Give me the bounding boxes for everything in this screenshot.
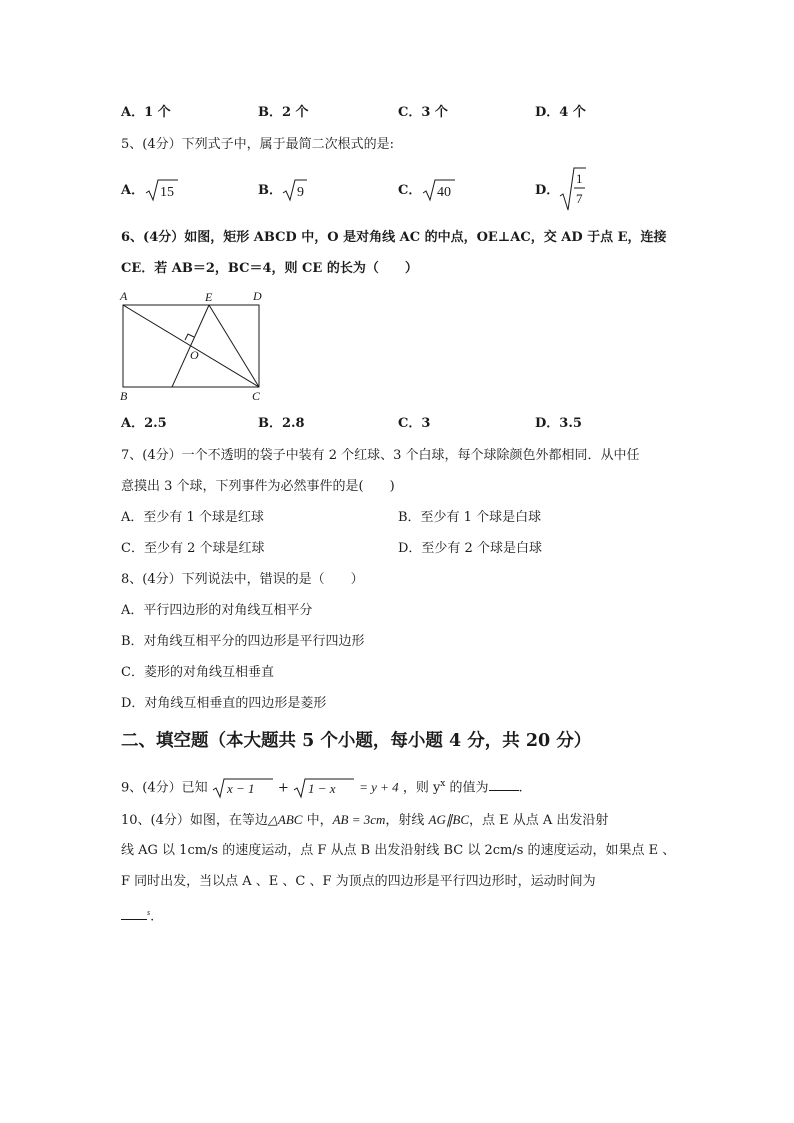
q10-line1-b: 中，: [302, 813, 333, 828]
q8-option-c: C．菱形的对角线互相垂直: [121, 665, 274, 680]
q8-option-a: A．平行四边形的对角线互相平分: [121, 603, 313, 618]
q10-line1-a: 10、(4分）如图，在等边: [121, 813, 268, 828]
q5-radicand-c: 40: [437, 185, 451, 200]
q9-plus: +: [277, 780, 289, 796]
q4-option-a: A．1 个: [121, 105, 171, 120]
q7-option-a: A．至少有 1 个球是红球: [121, 510, 264, 525]
q10-end: .: [150, 909, 155, 925]
q5-option-d-radical: [559, 166, 587, 218]
q10-triangle: △ABC: [267, 812, 303, 827]
figure-label-a: A: [120, 289, 128, 303]
radical-sign-icon: [422, 178, 456, 202]
q9-equals: = y + 4: [359, 779, 399, 795]
q5-option-d-label: D．: [535, 183, 560, 198]
q5-option-a-radical: [145, 178, 179, 208]
q10-line1: [121, 811, 608, 830]
figure-label-b: B: [120, 389, 128, 403]
q10-line3: F 同时出发，当以点 A 、E 、C 、F 为顶点的四边形是平行四边形时，运动时间为: [121, 874, 596, 889]
q7-option-b: B．至少有 1 个球是白球: [398, 510, 542, 525]
q9-superscript: x: [440, 779, 446, 789]
q5-option-c-label: C．: [398, 183, 422, 198]
q5-stem: 5、(4分）下列式子中，属于最简二次根式的是:: [121, 137, 394, 152]
q9-suffix-b: 的值为: [445, 780, 489, 796]
q6-option-b: B．2.8: [258, 416, 305, 431]
q5-option-a-label: A．: [121, 183, 145, 198]
q8-option-d: D．对角线互相垂直的四边形是菱形: [121, 696, 327, 711]
q4-option-d: D．4 个: [535, 105, 586, 120]
q10-unit: s: [147, 908, 151, 917]
q9-radical-2: [293, 777, 355, 799]
figure-label-d: D: [253, 289, 262, 303]
q6-option-d: D．3.5: [535, 416, 582, 431]
q5-radicand-b: 9: [297, 185, 304, 200]
q7-stem-line1: 7、(4分）一个不透明的袋子中装有 2 个红球、3 个白球，每个球除颜色外都相同．从中任: [121, 448, 640, 463]
q6-stem-line2: CE．若 AB＝2，BC＝4，则 CE 的长为（ ）: [121, 261, 418, 276]
radical-sign-icon: [145, 178, 179, 202]
q8-stem: 8、(4分）下列说法中，错误的是（ ）: [121, 572, 364, 587]
q6-option-a: A．2.5: [121, 416, 167, 431]
q10-line1-d: ，点 E 从点 A 出发沿射: [469, 813, 609, 828]
q10-answer-blank[interactable]: [121, 907, 147, 920]
q5-frac-num: 1: [576, 171, 583, 186]
q4-option-b: B．2 个: [258, 105, 309, 120]
q9-answer-blank[interactable]: [489, 778, 519, 791]
q5-option-c-radical: [422, 178, 456, 208]
q10-line1-c: ，射线: [385, 813, 429, 828]
figure-label-c: C: [252, 389, 261, 403]
q10-ag: AG∥BC: [428, 812, 469, 827]
q10-line4: [121, 904, 154, 926]
q7-option-d: D．至少有 2 个球是白球: [398, 541, 542, 556]
q9-end: .: [518, 780, 523, 796]
q9-line: [121, 772, 523, 796]
q5-frac-den: 7: [576, 191, 583, 206]
q9-prefix: 9、(4分）已知: [121, 780, 208, 796]
radical-sign-icon: [282, 178, 308, 202]
q5-option-b-label: B．: [258, 183, 282, 198]
q5-radicand-a: 15: [160, 185, 174, 200]
q9-radicand-1: x − 1: [226, 780, 255, 796]
q6-option-c: C．3: [398, 416, 431, 431]
figure-label-o: O: [190, 348, 199, 362]
rectangle-abcd-figure: [115, 285, 275, 405]
q5-option-b-radical: [282, 178, 308, 208]
q9-radical-1: [212, 777, 274, 799]
q6-stem-line1: 6、(4分）如图，矩形 ABCD 中，O 是对角线 AC 的中点，OE⊥AC，交 AD 于点 E，连接: [121, 230, 667, 245]
q10-ab: AB = 3cm: [332, 812, 386, 827]
q4-option-c: C．3 个: [398, 105, 448, 120]
q7-option-c: C．至少有 2 个球是红球: [121, 541, 265, 556]
radical-fraction-icon: [559, 166, 587, 212]
q9-radicand-2: 1 − x: [307, 780, 336, 796]
q7-stem-line2: 意摸出 3 个球，下列事件为必然事件的是( ): [121, 479, 395, 494]
q9-suffix-a: ，则 y: [402, 780, 441, 796]
q10-line2: 线 AG 以 1cm/s 的速度运动，点 F 从点 B 出发沿射线 BC 以 2cm/s 的速度运动，如果点 E 、: [121, 843, 676, 858]
figure-label-e: E: [205, 290, 213, 304]
q8-option-b: B．对角线互相平分的四边形是平行四边形: [121, 634, 365, 649]
section-2-heading: 二、填空题（本大题共 5 个小题，每小题 4 分，共 20 分）: [121, 731, 592, 751]
